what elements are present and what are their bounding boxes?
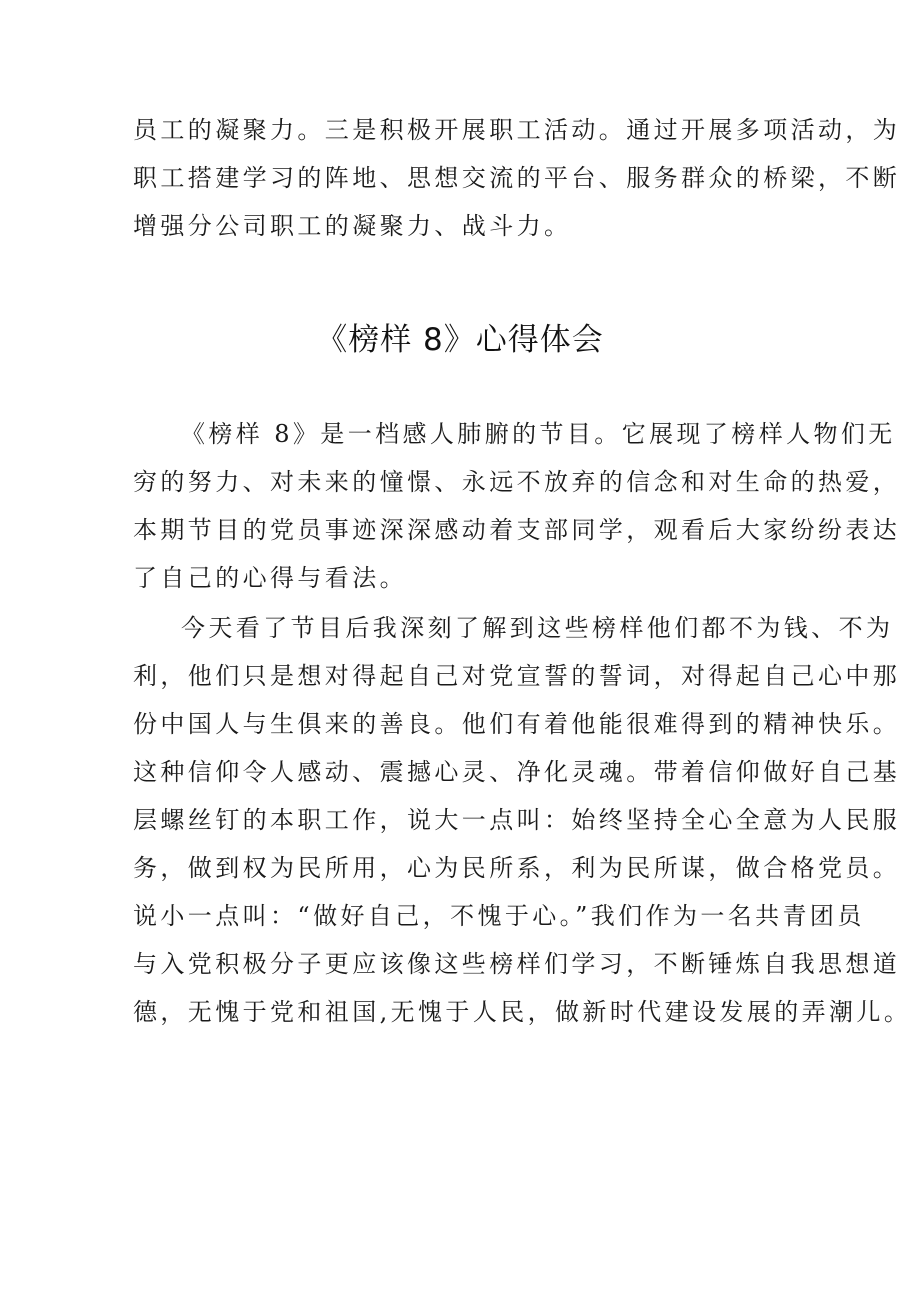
paragraph-2-line-1: 今天看了节目后我深刻了解到这些榜样他们都不为钱、不为 [181, 614, 894, 642]
paragraph-2-line-8: 与入党积极分子更应该像这些榜样们学习，不断锤炼自我思想道 [133, 950, 901, 978]
paragraph-2-line-4: 这种信仰令人感动、震撼心灵、净化灵魂。带着信仰做好自己基 [133, 758, 901, 786]
paragraph-2-line-6: 务，做到权为民所用，心为民所系，利为民所谋，做合格党员。 [133, 854, 901, 882]
intro-line-3: 增强分公司职工的凝聚力、战斗力。 [133, 212, 572, 240]
intro-line-1: 员工的凝聚力。三是积极开展职工活动。通过开展多项活动，为 [133, 116, 901, 144]
paragraph-2-line-9: 德，无愧于党和祖国,无愧于人民，做新时代建设发展的弄潮儿。 [133, 998, 912, 1026]
paragraph-1-line-3: 本期节目的党员事迹深深感动着支部同学，观看后大家纷纷表达 [133, 516, 901, 544]
paragraph-2-line-5: 层螺丝钉的本职工作，说大一点叫：始终坚持全心全意为人民服 [133, 806, 901, 834]
paragraph-1-line-1: 《榜样 8》是一档感人肺腑的节目。它展现了榜样人物们无 [181, 420, 896, 448]
paragraph-2-line-3: 份中国人与生俱来的善良。他们有着他能很难得到的精神快乐。 [133, 710, 901, 738]
intro-line-2: 职工搭建学习的阵地、思想交流的平台、服务群众的桥梁，不断 [133, 164, 901, 192]
article-title: 《榜样 8》心得体会 [316, 322, 604, 358]
paragraph-2-line-7: 说小一点叫：“做好自己，不愧于心。”我们作为一名共青团员 [133, 902, 865, 930]
paragraph-1-line-4: 了自己的心得与看法。 [133, 564, 407, 592]
paragraph-1-line-2: 穷的努力、对未来的憧憬、永远不放弃的信念和对生命的热爱， [133, 468, 901, 496]
paragraph-2-line-2: 利，他们只是想对得起自己对党宣誓的誓词，对得起自己心中那 [133, 662, 901, 690]
